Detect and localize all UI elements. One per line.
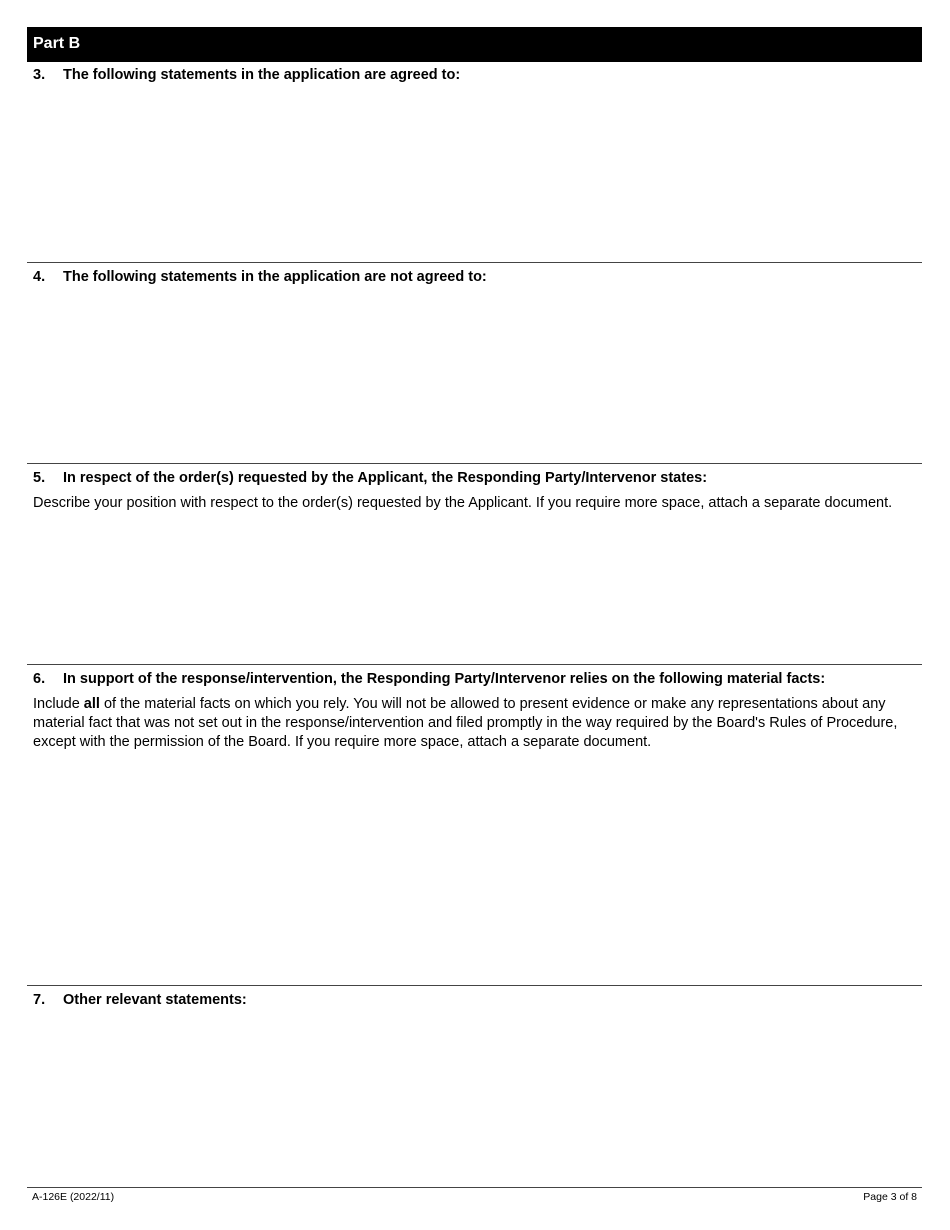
- question-heading: [27, 66, 922, 84]
- question-heading: [27, 469, 922, 487]
- description-emphasis: all: [83, 696, 100, 712]
- form-code: A-126E (2022/11): [32, 1191, 115, 1203]
- answer-field-7[interactable]: [27, 1009, 922, 1179]
- section-4: [27, 262, 922, 456]
- section-7: [27, 985, 922, 1179]
- question-text: Other relevant statements:: [63, 992, 247, 1008]
- description-rest: of the material facts on which you rely. You will not be allowed to present evidence or make any representations about any material fact that was not set out in the response/intervention and filed promptly in the way required by the Board's Rules of Procedure, except with the permission of the Board. If you require more space, attach a separate document.: [33, 696, 898, 750]
- question-number: 7.: [33, 992, 46, 1008]
- question-text: The following statements in the application are not agreed to:: [63, 269, 487, 285]
- question-number: 6.: [33, 671, 46, 687]
- question-heading: [27, 268, 922, 286]
- part-title: Part B: [27, 27, 922, 62]
- question-text: In respect of the order(s) requested by the Applicant, the Responding Party/Intervenor states:: [63, 470, 708, 486]
- answer-field-3[interactable]: [27, 84, 922, 254]
- question-text: In support of the response/intervention, the Responding Party/Intervenor relies on the following material facts:: [63, 671, 826, 687]
- section-3: [27, 66, 922, 254]
- page-number: Page 3 of 8: [863, 1191, 917, 1203]
- section-5: [27, 463, 922, 633]
- question-description: [27, 695, 922, 752]
- answer-field-4[interactable]: [27, 286, 922, 456]
- section-6: [27, 664, 922, 972]
- question-number: 3.: [33, 67, 46, 83]
- description-prefix: Include: [33, 696, 84, 712]
- answer-field-6[interactable]: [27, 752, 922, 972]
- question-number: 5.: [33, 470, 46, 486]
- question-heading: [27, 991, 922, 1009]
- page-footer: [27, 1187, 922, 1203]
- question-text: The following statements in the application are agreed to:: [63, 67, 461, 83]
- question-number: 4.: [33, 269, 46, 285]
- answer-field-5[interactable]: [27, 513, 922, 633]
- question-heading: [27, 670, 922, 688]
- question-description: Describe your position with respect to the order(s) requested by the Applicant. If you require more space, attach a separate document.: [33, 495, 893, 511]
